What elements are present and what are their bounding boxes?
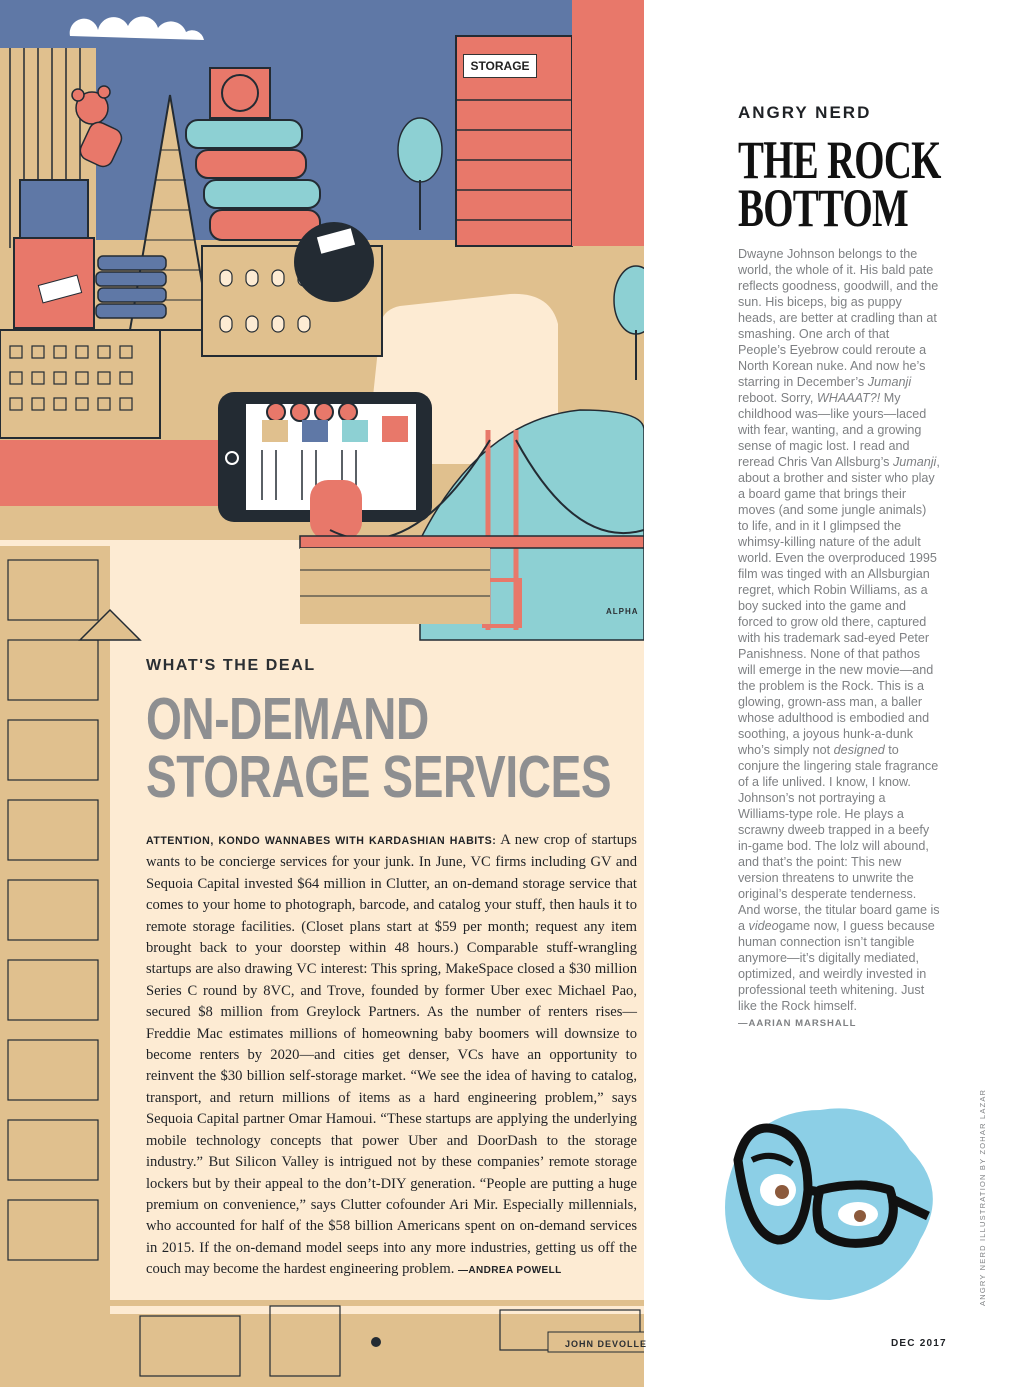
article-lead-in: ATTENTION, KONDO WANNABES WITH KARDASHIAN HABITS: xyxy=(146,835,497,847)
column-body xyxy=(738,246,940,1032)
column-title-line-1: THE ROCK xyxy=(738,130,941,190)
column-title xyxy=(738,130,941,238)
folio-date: DEC 2017 xyxy=(891,1338,947,1349)
article-byline: —ANDREA POWELL xyxy=(458,1265,562,1277)
headline xyxy=(146,686,612,810)
article-text: A new crop of startups wants to be concierge services for your junk. In June, VC firms including GV and Sequoia Capital invested $64 million in Clutter, an on-demand storage service that comes to your home to photograph, barcode, and catalog your stuff, then hauls it to remote storage facilities. (Closet plans start at $59 per month; request any item brought back to your doorstep within 48 hours.) Comparable stuff-wrangling startups are also drawing VC interest: This spring, MakeSpace closed a $30 million Series C round by 8VC, and Trove, founded by former Uber exec Michael Pao, secured $8 million from Greylock Partners. As the number of renters rises—Freddie Mac estimates millions of homeowning baby boomers will downsize to become renters by 2020—and cities get denser, VCs have an opportunity to reinvent the $30 billion self-storage market. “We see the idea of having to catalog, transport, and return millions of items as a hard engineering problem,” says Sequoia Capital partner Omar Hamoui. “These startups are applying the underlying mobile technology concepts that power Uber and DoorDash to the storage industry.” But Silicon Valley is intrigued not by these companies’ remote storage lockers but by their appeal to the don’t-DIY generation. “People are putting a huge premium on convenience,” says Clutter cofounder Ari Mir. Especially millennials, who accounted for half of the $58 billion Americans spent on on-demand services in 2015. If the on-demand model seeps into any more industries, getting us off the couch may become the hardest engineering problem. xyxy=(146,832,637,1278)
column-em-2: WHAAAT?! xyxy=(816,391,881,405)
nerd-illustration-credit: ANGRY NERD ILLUSTRATION BY ZOHAR LAZAR xyxy=(978,1088,987,1306)
alpha-label: ALPHA xyxy=(606,607,639,616)
column-text-6: game now, I guess because human connection isn’t tangible anymore—it’s digitally mediated, optimized, and weirdly invested in professional teeth whitening. Just like the Rock himself. xyxy=(738,919,935,1013)
column-text-4: , about a brother and sister who play a board game that brings their moves (and some jungle animals) to life, and in it I glimpsed the whimsy-killing nature of the adult world. Even the overproduced 1995 film was tinged with an Allsburgian regret, which Robin Williams, as a boy sucked into the game and forced to grow old there, captured with his trademark sad-eyed Peter Panishness. None of that pathos will emerge in the new movie—and the problem is the Rock. This is a glowing, grown-ass man, a baller whose adulthood is embodied and soothing, a joyous hunk-a-dunk who’s simply not xyxy=(738,455,940,757)
illustration-credit: JOHN DEVOLLE xyxy=(565,1339,648,1349)
column-text-2: reboot. Sorry, xyxy=(738,391,817,405)
section-label: ANGRY NERD xyxy=(738,103,872,122)
article-body xyxy=(146,830,637,1282)
column-title-line-2: BOTTOM xyxy=(738,178,908,238)
column-text-5: to conjure the lingering stale fragrance of a life unlived. I know, I know. Johnson’s not portraying a Williams-type role. He plays a scrawny dweeb trapped in a beefy in-game bod. The lolz will abound, and that’s the point: This new version threatens to unwrite the original’s desperate tenderness. And worse, the titular board game is a xyxy=(738,743,940,933)
column-em-5: video xyxy=(748,919,779,933)
storage-sign: STORAGE xyxy=(463,54,537,78)
headline-line-2: STORAGE SERVICES xyxy=(146,744,612,810)
headline-line-1: ON-DEMAND xyxy=(146,686,429,752)
angry-nerd-glasses-illustration xyxy=(700,1090,940,1310)
kicker: WHAT'S THE DEAL xyxy=(146,657,316,674)
column-em-4: designed xyxy=(833,743,885,757)
column-text-3: My childhood was—like yours—laced with fear, wanting, and a growing sense of magic lost. I read and reread Chris Van Allsburg’s xyxy=(738,391,927,469)
column-em-1: Jumanji xyxy=(867,375,912,389)
column-author: —AARIAN MARSHALL xyxy=(738,1018,857,1029)
column-em-3: Jumanji xyxy=(892,455,937,469)
column-text-1: Dwayne Johnson belongs to the world, the whole of it. His bald pate reflects goodness, goodwill, and the sun. His biceps, big as puppy heads, are better at cradling than at smashing. One arch of that People’s Eyebrow could reroute a North Korean nuke. And now he’s starring in December’s xyxy=(738,247,939,389)
